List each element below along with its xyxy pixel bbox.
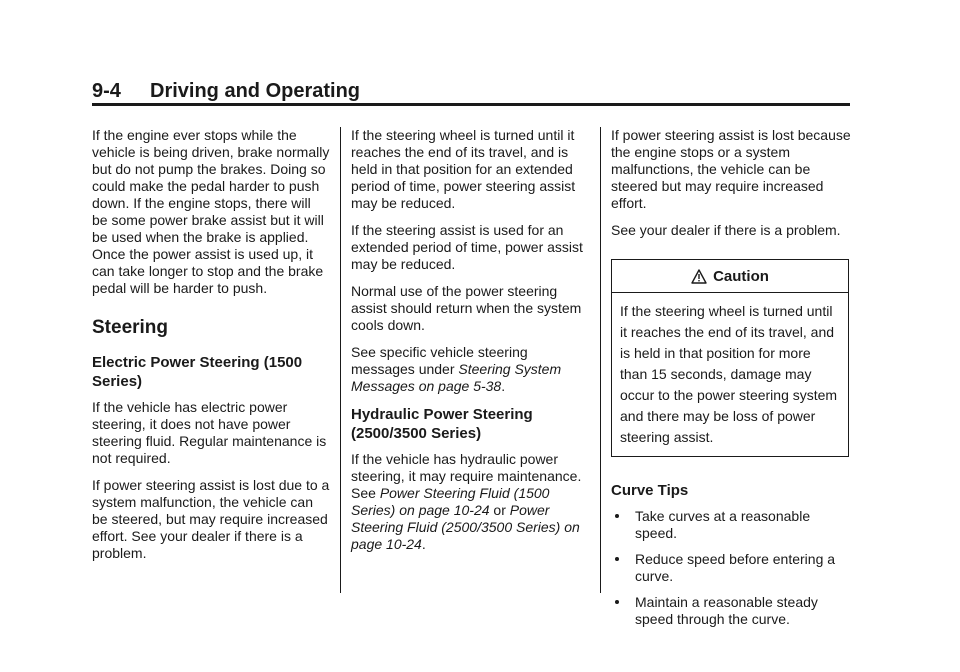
brake-paragraph: If the engine ever stops while the vehicle is being driven, brake normally but do not pump the brakes. Doing so could make the pedal harder to push down. If the engine stops, there will be some power brake assist but it will be used when the brake is applied. Once the power assist is used up, it can take longer to stop and the brake pedal will be harder to push. bbox=[92, 127, 330, 296]
caution-box bbox=[611, 259, 849, 457]
hps-paragraph bbox=[351, 451, 589, 553]
hps-reference-2[interactable]: Power Steering Fluid (2500/3500 Series) on page 10-24 bbox=[351, 502, 580, 552]
hps-text: If the vehicle has hydraulic power steering, it may require maintenance. See bbox=[351, 451, 582, 501]
eps-paragraph-1: If the vehicle has electric power steering, it does not have power steering fluid. Regular maintenance is not required. bbox=[92, 399, 327, 466]
eps-heading: Electric Power Steering (1500 Series) bbox=[92, 354, 303, 390]
warning-triangle-icon bbox=[691, 269, 707, 284]
messages-period: . bbox=[501, 378, 506, 394]
col2-paragraph-4 bbox=[351, 344, 589, 395]
list-item: Reduce speed before entering a curve. bbox=[611, 551, 851, 585]
column-divider-1 bbox=[340, 127, 341, 593]
hps-period: . bbox=[421, 536, 426, 552]
page-number: 9-4 bbox=[92, 80, 121, 102]
messages-text: See specific vehicle steering messages under bbox=[351, 344, 528, 377]
col2-paragraph-3: Normal use of the power steering assist should return when the system cools down. bbox=[351, 283, 582, 333]
steering-heading: Steering bbox=[92, 317, 169, 338]
column-3 bbox=[611, 127, 851, 637]
list-item: Take curves at a reasonable speed. bbox=[611, 508, 851, 542]
hps-or: or bbox=[489, 502, 510, 518]
column-divider-2 bbox=[600, 127, 601, 593]
col3-paragraph-2: See your dealer if there is a problem. bbox=[611, 222, 841, 238]
messages-reference[interactable]: Steering System Messages on page 5-38 bbox=[351, 361, 562, 394]
caution-label: Caution bbox=[713, 267, 769, 285]
curve-tips-heading: Curve Tips bbox=[611, 482, 689, 499]
caution-text: If the steering wheel is turned until it reaches the end of its travel, and is held in that position for more than 15 seconds, damage may occur to the power steering system and there may be loss of power steering assist. bbox=[620, 303, 838, 445]
eps-paragraph-2: If power steering assist is lost due to a system malfunction, the vehicle can be steered, but may require increased effort. See your dealer if there is a problem. bbox=[92, 477, 330, 561]
hps-heading: Hydraulic Power Steering (2500/3500 Series) bbox=[351, 406, 533, 442]
col2-paragraph-1: If the steering wheel is turned until it reaches the end of its travel, and is held in that position for an extended period of time, power steering assist may be reduced. bbox=[351, 127, 576, 211]
hps-reference-1[interactable]: Power Steering Fluid (1500 Series) on page 10-24 bbox=[351, 485, 550, 518]
column-2 bbox=[351, 127, 589, 563]
col2-paragraph-2: If the steering assist is used for an extended period of time, power assist may be reduced. bbox=[351, 222, 583, 272]
section-title: Driving and Operating bbox=[150, 80, 361, 102]
page-header bbox=[92, 80, 850, 106]
list-item: Maintain a reasonable steady speed through the curve. bbox=[611, 594, 851, 628]
caution-header bbox=[612, 260, 848, 293]
curve-tips-list bbox=[611, 508, 851, 628]
column-1 bbox=[92, 127, 330, 572]
col3-paragraph-1: If power steering assist is lost because the engine stops or a system malfunctions, the vehicle can be steered but may require increased effort. bbox=[611, 127, 851, 211]
